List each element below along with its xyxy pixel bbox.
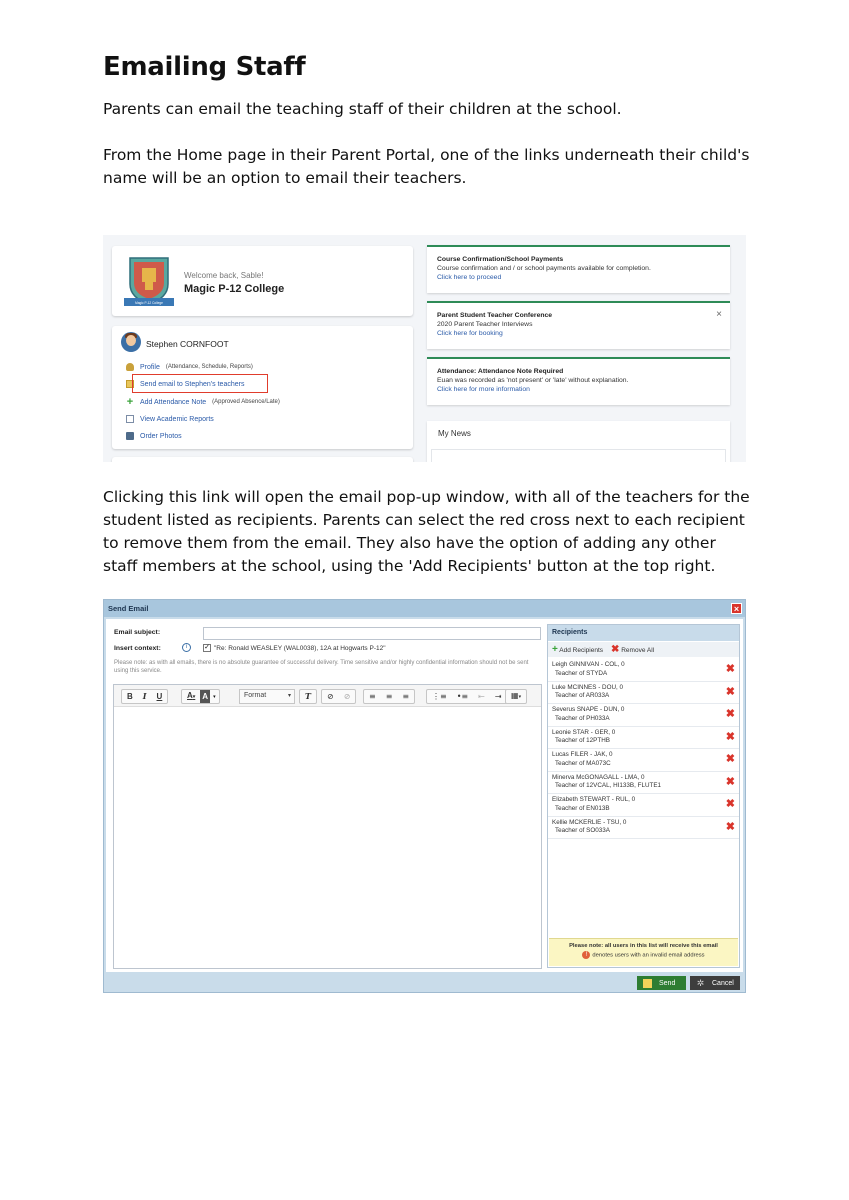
highlight-box xyxy=(132,374,268,393)
font-color-button[interactable]: A▾ xyxy=(187,691,196,700)
recipients-header: Recipients xyxy=(548,625,739,641)
email-popup-paragraph: Clicking this link will open the email pop-up window, with all of the teachers for the student listed as recipients. Parents can select the red cross next to each recipient to remove them from the email. They also have the option of adding any other staff members at the school, using the 'Add Recipients' button at the top right. xyxy=(103,488,750,575)
list-item: Lucas FILER - JAK, 0 Teacher of MA073C ✖ xyxy=(548,749,739,772)
warning-icon: ! xyxy=(582,951,590,959)
ordered-list-icon[interactable]: ⋮≡ xyxy=(432,692,447,701)
chevron-down-icon: ▾ xyxy=(287,693,291,699)
recipients-list xyxy=(548,659,739,839)
profile-icon xyxy=(126,363,134,371)
background-color-button[interactable]: A xyxy=(202,692,209,701)
recipients-actions xyxy=(548,642,739,657)
school-card xyxy=(112,246,413,316)
cancel-icon: ✲ xyxy=(696,977,705,988)
color-group xyxy=(181,689,220,704)
bullet-list-icon[interactable]: •≡ xyxy=(456,692,469,701)
list-item: Leigh GINNIVAN - COL, 0 Teacher of STYDA ✖ xyxy=(548,659,739,682)
align-center-icon[interactable]: ≡ xyxy=(385,692,393,701)
close-icon[interactable]: × xyxy=(716,309,722,320)
home-page-paragraph: From the Home page in their Parent Portal, one of the links underneath their child's name will be an option to email their teachers. xyxy=(103,146,750,187)
next-student-card xyxy=(112,457,413,462)
message-editor[interactable] xyxy=(113,684,542,969)
chevron-down-icon[interactable]: ▾ xyxy=(213,693,216,700)
align-group xyxy=(363,689,415,704)
indent-icon[interactable]: ⇥ xyxy=(494,692,502,701)
portal-screenshot xyxy=(103,235,746,462)
cancel-button[interactable]: ✲ Cancel xyxy=(690,976,740,990)
mail-icon xyxy=(643,979,652,988)
send-email-dialog xyxy=(103,599,746,993)
my-news-panel xyxy=(427,421,730,462)
profile-link[interactable]: Profile (Attendance, Schedule, Reports) xyxy=(126,363,253,371)
align-right-icon[interactable]: ≡ xyxy=(402,692,410,701)
format-select[interactable]: Format ▾ xyxy=(239,689,295,704)
school-crest-logo xyxy=(124,254,174,308)
context-value: "Re: Ronald WEASLEY (WAL0038), 12A at Hogwarts P-12" xyxy=(214,645,386,652)
page-title: Emailing Staff xyxy=(103,52,306,82)
underline-button[interactable]: U xyxy=(156,692,163,701)
remove-recipient-icon[interactable]: ✖ xyxy=(725,663,735,675)
student-avatar xyxy=(121,332,141,352)
notice-booking-link[interactable]: Click here for booking xyxy=(437,330,503,337)
subject-label: Email subject: xyxy=(114,629,161,636)
remove-all-button[interactable]: ✖ Remove All xyxy=(611,644,655,655)
welcome-text: Welcome back, Sable! xyxy=(184,271,264,280)
remove-recipient-icon[interactable]: ✖ xyxy=(725,730,735,743)
student-card xyxy=(112,326,413,449)
remove-icon: ✖ xyxy=(611,644,620,655)
notice-attendance: Attendance: Attendance Note Required Euan was recorded as 'not present' or 'late' without explanation. Click here for more information xyxy=(427,357,730,405)
unlink-icon[interactable]: ⊘ xyxy=(343,692,351,701)
link-group xyxy=(321,689,356,704)
dialog-close-button[interactable]: × xyxy=(731,603,742,614)
bold-button[interactable]: B xyxy=(127,692,133,701)
remove-recipient-icon[interactable]: ✖ xyxy=(725,798,735,810)
attendance-note-link[interactable]: + Add Attendance Note (Approved Absence/Late) xyxy=(126,396,280,408)
my-news-title: My News xyxy=(438,429,471,438)
list-item: Kellie MCKERLIE - TSU, 0 Teacher of SO033A ✖ xyxy=(548,817,739,840)
remove-recipient-icon[interactable]: ✖ xyxy=(725,685,735,698)
list-item: Elizabeth STEWART - RUL, 0 Teacher of EN013B ✖ xyxy=(548,794,739,817)
context-label: Insert context: xyxy=(114,645,161,652)
subject-input[interactable] xyxy=(203,627,541,640)
add-recipients-button[interactable]: + Add Recipients xyxy=(552,644,604,655)
outdent-icon[interactable]: ⇤ xyxy=(478,692,485,701)
send-email-teachers-link[interactable]: Send email to Stephen's teachers xyxy=(126,380,244,388)
italic-button[interactable]: I xyxy=(142,691,147,701)
list-item: Severus SNAPE - DUN, 0 Teacher of PH033A ✖ xyxy=(548,704,739,727)
notice-attendance-link[interactable]: Click here for more information xyxy=(437,386,530,393)
crest-banner-text: Magic P-12 College xyxy=(135,301,163,305)
clear-format-group xyxy=(299,689,317,704)
notice-conference: × Parent Student Teacher Conference 2020 Parent Teacher Interviews Click here for booking xyxy=(427,301,730,349)
list-item: Minerva McGONAGALL - LMA, 0 Teacher of 12VCAL, HI133B, FLUTE1 ✖ xyxy=(548,772,739,795)
notice-payments-link[interactable]: Click here to proceed xyxy=(437,274,502,281)
order-photos-link[interactable]: Order Photos xyxy=(126,432,182,440)
info-icon[interactable]: i xyxy=(182,643,191,652)
align-left-icon[interactable]: ≡ xyxy=(369,692,376,701)
link-icon[interactable]: ⊘ xyxy=(327,692,334,701)
remove-recipient-icon[interactable]: ✖ xyxy=(725,708,735,720)
send-button[interactable]: Send xyxy=(637,976,686,990)
remove-recipient-icon[interactable]: ✖ xyxy=(725,775,735,788)
editor-toolbar xyxy=(114,685,541,707)
recipients-panel xyxy=(547,624,740,968)
context-checkbox[interactable]: ✓ xyxy=(204,644,210,651)
table-group xyxy=(505,689,527,704)
intro-paragraph: Parents can email the teaching staff of their children at the school. xyxy=(103,100,622,118)
school-name: Magic P-12 College xyxy=(184,283,285,295)
table-icon[interactable]: ▦▾ xyxy=(511,691,522,700)
plus-icon: + xyxy=(552,644,558,655)
dialog-title: Send Email xyxy=(104,600,745,617)
list-item: Leonie STAR - GER, 0 Teacher of 12PTHB ✖ xyxy=(548,727,739,750)
photo-icon xyxy=(126,432,134,440)
list-item: Luke MCINNES - DOU, 0 Teacher of AR033A ✖ xyxy=(548,682,739,705)
academic-reports-link[interactable]: View Academic Reports xyxy=(126,415,214,423)
remove-recipient-icon[interactable]: ✖ xyxy=(725,753,735,765)
dialog-body xyxy=(106,619,743,972)
clear-formatting-button[interactable]: T xyxy=(305,691,311,701)
recipients-footer-note: Please note: all users in this list will receive this email ! denotes users with an invalid email address xyxy=(549,938,738,966)
list-group xyxy=(426,689,508,704)
plus-icon: + xyxy=(126,396,134,408)
delivery-note: Please note: as with all emails, there is no absolute guarantee of successful delivery. Time sensitive and/or highly confidential information should not be sent using this service. xyxy=(114,660,529,674)
student-name: Stephen CORNFOOT xyxy=(146,339,229,349)
notice-payments: Course Confirmation/School Payments Course confirmation and / or school payments available for completion. Click here to proceed xyxy=(427,245,730,293)
report-icon xyxy=(126,415,134,423)
text-style-group xyxy=(121,689,168,704)
remove-recipient-icon[interactable]: ✖ xyxy=(725,820,735,833)
